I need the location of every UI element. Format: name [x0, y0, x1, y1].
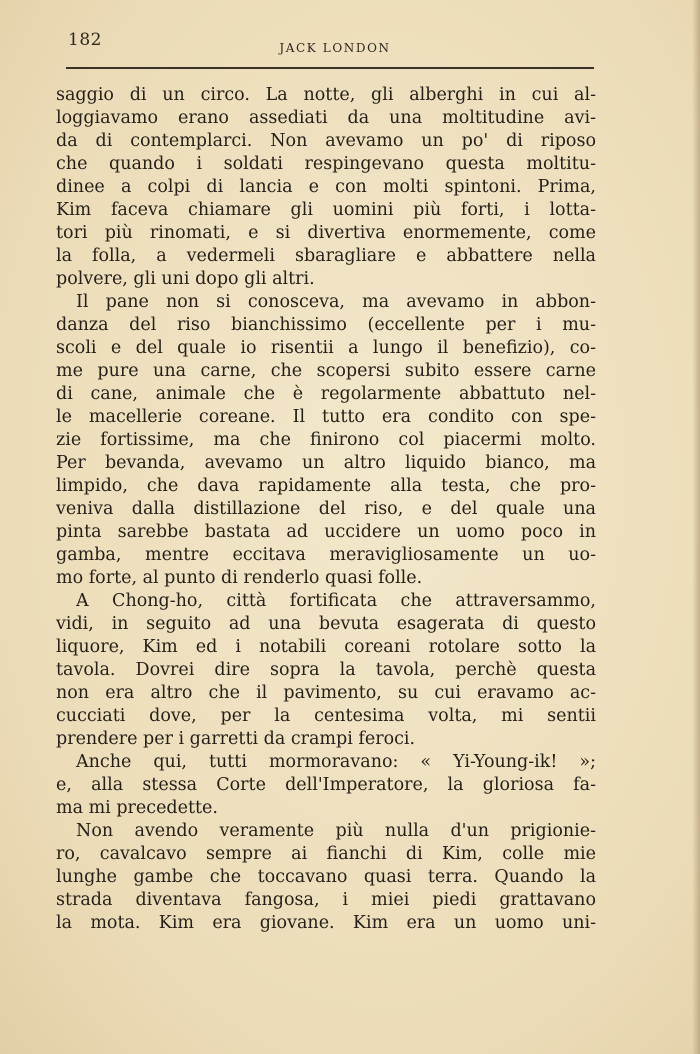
text-line: vidi, in seguito ad una bevuta esagerata di questo: [56, 614, 596, 634]
text-line: Kim faceva chiamare gli uomini più forti, i lotta-: [56, 200, 596, 220]
text-line: gamba, mentre eccitava meravigliosamente un uo-: [56, 545, 596, 565]
text-line: prendere per i garretti da crampi feroci.: [56, 729, 416, 749]
text-line: danza del riso bianchissimo (eccellente per i mu-: [56, 315, 596, 335]
text-line: saggio di un circo. La notte, gli alberghi in cui al-: [56, 85, 596, 105]
text-line: veniva dalla distillazione del riso, e del quale una: [56, 499, 596, 519]
body-text: [56, 84, 596, 935]
text-line: tavola. Dovrei dire sopra la tavola, perchè questa: [56, 660, 596, 680]
text-line: pinta sarebbe bastata ad uccidere un uomo poco in: [56, 522, 596, 542]
text-line: me pure una carne, che scopersi subito essere carne: [56, 361, 596, 381]
page-number: 182: [68, 30, 102, 50]
text-line: Per bevanda, avevamo un altro liquido bianco, ma: [56, 453, 596, 473]
text-line: che quando i soldati respingevano questa moltitu-: [56, 154, 596, 174]
running-head: JACK LONDON: [279, 41, 391, 55]
text-line: non era altro che il pavimento, su cui eravamo ac-: [56, 683, 596, 703]
text-line: di cane, animale che è regolarmente abbattuto nel-: [56, 384, 596, 404]
paragraph: [56, 84, 596, 291]
text-line: zie fortissime, ma che finirono col piacermi molto.: [56, 430, 596, 450]
text-line: Il pane non si conosceva, ma avevamo in abbon-: [76, 292, 596, 312]
text-line: loggiavamo erano assediati da una moltitudine avi-: [56, 108, 596, 128]
text-line: A Chong-ho, città fortificata che attraversammo,: [76, 591, 596, 611]
paragraph: [56, 291, 596, 590]
text-line: lunghe gambe che toccavano quasi terra. Quando la: [56, 867, 596, 887]
text-line: e, alla stessa Corte dell'Imperatore, la gloriosa fa-: [56, 775, 596, 795]
text-line: liquore, Kim ed i notabili coreani rotolare sotto la: [56, 637, 596, 657]
text-line: ro, cavalcavo sempre ai fianchi di Kim, colle mie: [56, 844, 596, 864]
text-line: dinee a colpi di lancia e con molti spintoni. Prima,: [56, 177, 596, 197]
paragraph: [56, 751, 596, 820]
text-line: mo forte, al punto di renderlo quasi folle.: [56, 568, 423, 588]
text-line: limpido, che dava rapidamente alla testa, che pro-: [56, 476, 596, 496]
text-line: Non avendo veramente più nulla d'un prigionie-: [76, 821, 596, 841]
text-line: tori più rinomati, e si divertiva enormemente, come: [56, 223, 596, 243]
header-rule: [66, 67, 594, 69]
text-line: la folla, a vedermeli sbaragliare e abbattere nella: [56, 246, 596, 266]
text-line: cucciati dove, per la centesima volta, mi sentii: [56, 706, 596, 726]
text-line: polvere, gli uni dopo gli altri.: [56, 269, 315, 289]
text-line: strada diventava fangosa, i miei piedi grattavano: [56, 890, 596, 910]
text-line: le macellerie coreane. Il tutto era condito con spe-: [56, 407, 596, 427]
text-line: scoli e del quale io risentii a lungo il benefizio), co-: [56, 338, 596, 358]
paragraph: [56, 820, 596, 935]
page-edge-shadow: [692, 0, 700, 1054]
paragraph: [56, 590, 596, 751]
text-line: la mota. Kim era giovane. Kim era un uomo uni-: [56, 913, 596, 933]
text-line: Anche qui, tutti mormoravano: « Yi-Young-ik! »;: [76, 752, 596, 772]
text-line: da di contemplarci. Non avevamo un po' di riposo: [56, 131, 596, 151]
text-line: ma mi precedette.: [56, 798, 218, 818]
